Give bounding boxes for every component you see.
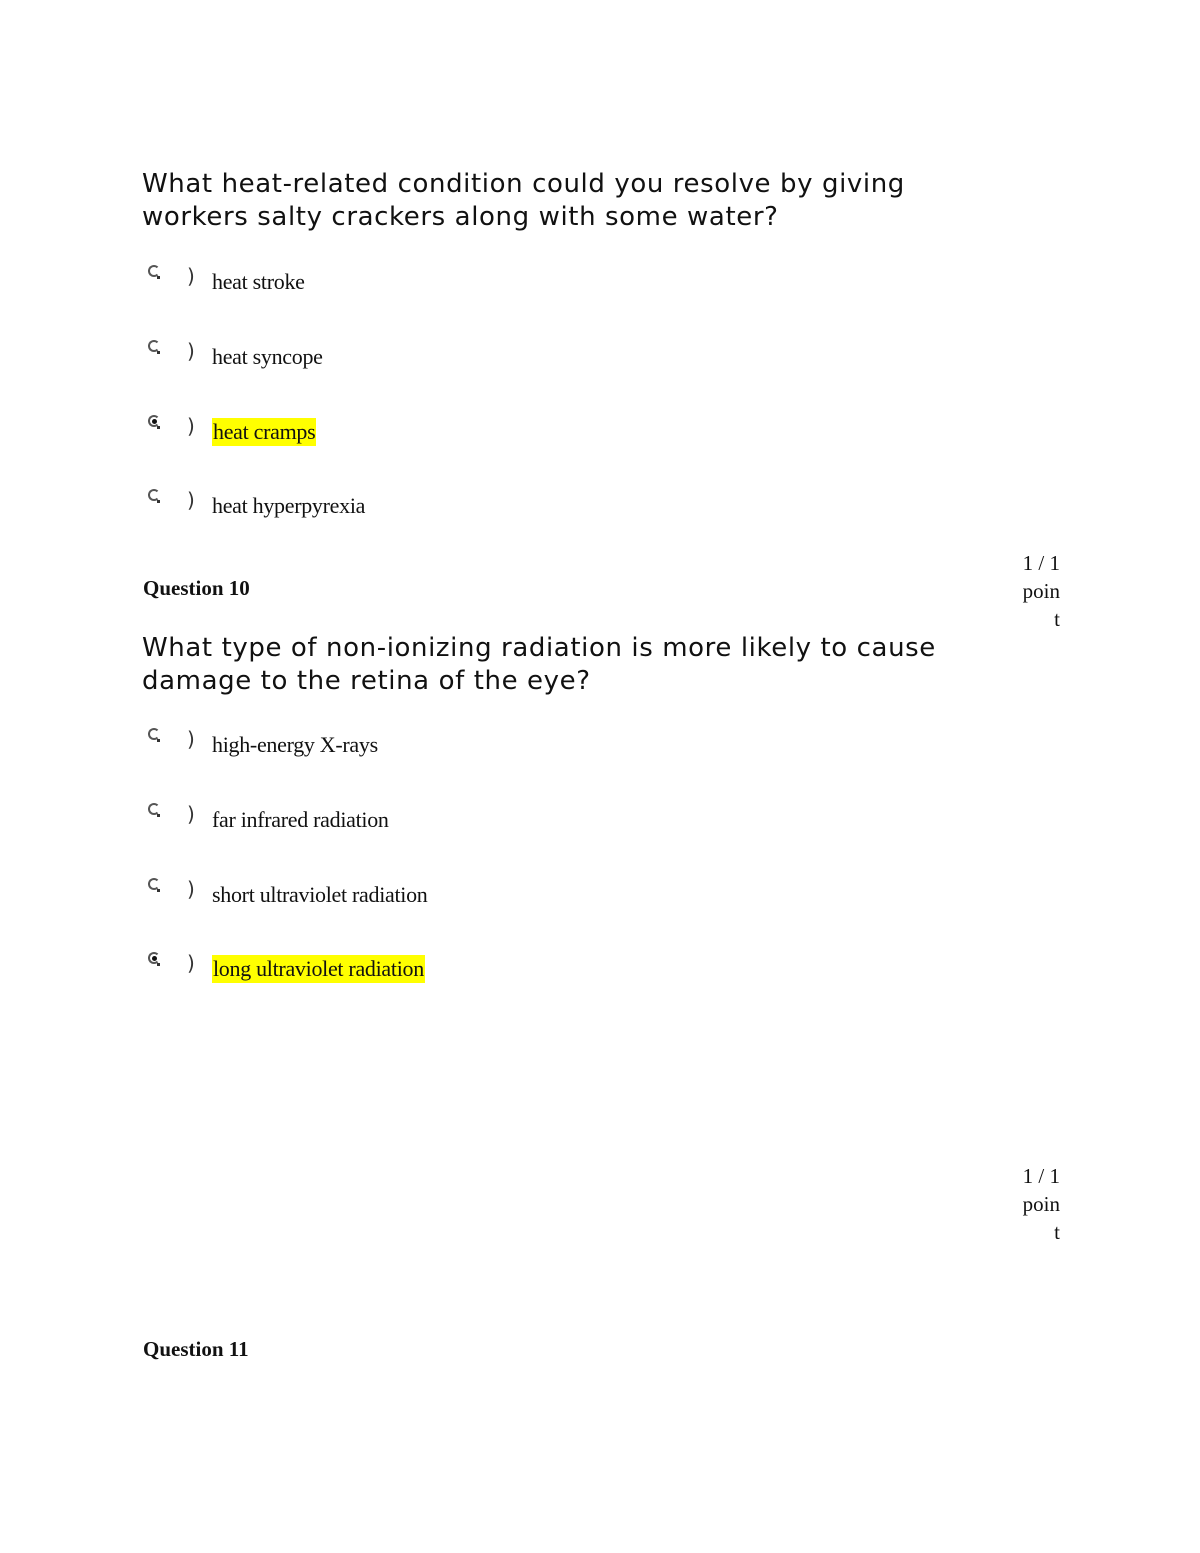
- paren-glyph: ): [187, 339, 195, 363]
- question-10-prompt: What type of non-ionizing radiation is more likely to cause damage to the retina of the eye?: [142, 633, 936, 696]
- radio-selected-icon[interactable]: [145, 412, 167, 434]
- option-label: far infrared radiation: [212, 807, 389, 832]
- radio-unselected-icon[interactable]: [145, 486, 167, 508]
- points-unit-2: t: [1054, 1220, 1060, 1244]
- option-heat-syncope[interactable]: [145, 339, 323, 377]
- points-unit-1: poin: [1022, 579, 1060, 603]
- points-value: 1 / 1: [1022, 1164, 1060, 1188]
- question-9-prompt: What heat-related condition could you resolve by giving workers salty crackers along with some water?: [142, 169, 905, 232]
- question-10-points: [1010, 549, 1060, 633]
- option-label: heat syncope: [212, 344, 323, 369]
- option-label: high-energy X-rays: [212, 732, 378, 757]
- paren-glyph: ): [187, 951, 195, 975]
- option-short-ultraviolet-radiation[interactable]: [145, 877, 428, 915]
- radio-unselected-icon[interactable]: [145, 875, 167, 897]
- radio-selected-icon[interactable]: [145, 949, 167, 971]
- radio-unselected-icon[interactable]: [145, 725, 167, 747]
- option-label: short ultraviolet radiation: [212, 882, 428, 907]
- radio-unselected-icon[interactable]: [145, 262, 167, 284]
- radio-unselected-icon[interactable]: [145, 800, 167, 822]
- option-label-highlighted: heat cramps: [213, 419, 316, 444]
- option-label: heat stroke: [212, 269, 305, 294]
- question-11-title: Question 11: [143, 1337, 249, 1361]
- paren-glyph: ): [187, 802, 195, 826]
- option-heat-hyperpyrexia[interactable]: [145, 488, 366, 526]
- paren-glyph: ): [187, 488, 195, 512]
- paren-glyph: ): [187, 264, 195, 288]
- points-value: 1 / 1: [1022, 551, 1060, 575]
- option-far-infrared-radiation[interactable]: [145, 802, 389, 840]
- option-label: heat hyperpyrexia: [212, 493, 366, 518]
- question-11-points: [1010, 1162, 1060, 1246]
- points-unit-1: poin: [1022, 1192, 1060, 1216]
- option-heat-cramps[interactable]: [145, 414, 316, 452]
- option-high-energy-x-rays[interactable]: [145, 727, 378, 765]
- paren-glyph: ): [187, 414, 195, 438]
- radio-unselected-icon[interactable]: [145, 337, 167, 359]
- paren-glyph: ): [187, 877, 195, 901]
- question-10-title: Question 10: [143, 576, 250, 600]
- points-unit-2: t: [1054, 607, 1060, 631]
- option-label-highlighted: long ultraviolet radiation: [213, 956, 424, 981]
- option-long-ultraviolet-radiation[interactable]: [145, 951, 424, 989]
- paren-glyph: ): [187, 727, 195, 751]
- option-heat-stroke[interactable]: [145, 264, 305, 302]
